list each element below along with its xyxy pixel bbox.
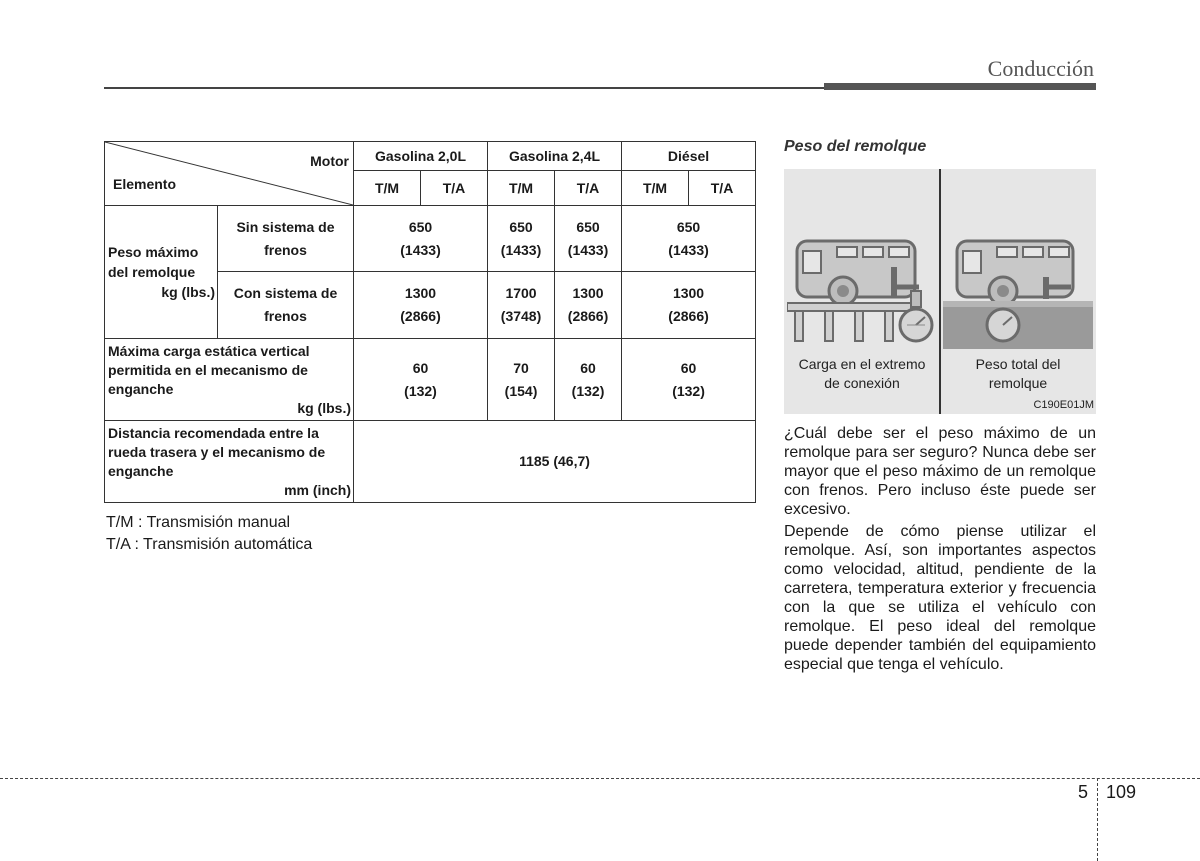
transmission-header: T/A (689, 171, 756, 206)
transmission-header: T/M (622, 171, 689, 206)
left-caption-line: de conexión (824, 375, 900, 391)
with-brakes-label-line: frenos (264, 308, 307, 324)
cell-value-lbs: (132) (672, 382, 705, 399)
cell-value-kg: 70 (513, 359, 529, 376)
cell-value-kg: 60 (680, 359, 697, 376)
cell-value-kg: 650 (509, 218, 533, 235)
max-weight-label-line: Peso máximo (108, 244, 199, 260)
distance-unit: mm (inch) (284, 481, 351, 498)
without-brakes-label-line: frenos (264, 241, 307, 258)
cell-value-lbs: (132) (404, 382, 437, 399)
cell-value-kg: 650 (408, 218, 433, 235)
transmission-header: T/A (555, 171, 622, 206)
with-brakes-label (218, 272, 354, 339)
static-load-label-line: enganche (108, 380, 174, 397)
distance-label (105, 421, 354, 503)
figure-title: Peso del remolque (784, 138, 927, 155)
legend-item: T/A : Transmisión automática (106, 536, 313, 553)
cell-value-lbs: (1433) (567, 241, 609, 258)
cell-value-lbs: (2866) (668, 308, 709, 324)
header-rule (104, 87, 824, 89)
legend-item: T/M : Transmisión manual (106, 514, 291, 531)
cell-value-lbs: (3748) (500, 308, 542, 324)
footer-rule (0, 778, 1200, 779)
left-caption-line: Carga en el extremo (798, 356, 926, 372)
chapter-number: 5 (1078, 782, 1089, 802)
towing-spec-table (104, 141, 756, 503)
cell-value-lbs: (2866) (567, 308, 609, 324)
max-weight-unit: kg (lbs.) (161, 284, 215, 300)
cell-value-lbs: (1433) (668, 241, 709, 258)
left-caption (784, 355, 940, 393)
table-cell (555, 206, 622, 272)
distance-label-line: enganche (108, 462, 174, 479)
figure-code: C190E01JM (1033, 399, 1094, 411)
table-cell (488, 206, 555, 272)
table-cell (488, 272, 555, 339)
table-cell (354, 206, 488, 272)
static-load-label-line: Máxima carga estática vertical (108, 342, 310, 359)
right-caption-line: remolque (988, 375, 1048, 391)
table-cell (622, 206, 756, 272)
distance-label-line: Distancia recomendada entre la (108, 424, 319, 441)
cell-value-kg: 60 (580, 359, 596, 376)
motor-header: Motor (310, 153, 349, 169)
transmission-legend (106, 512, 312, 556)
cell-value-kg: 650 (676, 218, 701, 235)
engine-header-diesel: Diésel (622, 142, 756, 171)
max-weight-label (105, 206, 218, 339)
engine-header-gasoline-24: Gasolina 2,4L (488, 142, 622, 171)
cell-value-lbs: (1433) (400, 241, 441, 258)
page-number: 109 (1106, 782, 1137, 802)
cell-value-lbs: (2866) (400, 308, 441, 324)
table-cell (555, 272, 622, 339)
paragraph: Depende de cómo piense utilizar el remolque. Así, son importantes aspectos como velocidad, altitud, pendiente de la carretera, temperatura exterior y frecuencia con la que se utiliza el vehículo con remolque. El peso ideal del remolque puede depender también del equipamiento especial que tenga el vehículo. (784, 523, 1096, 673)
cell-value-kg: 1700 (505, 285, 537, 301)
without-brakes-label-line: Sin sistema de (236, 218, 335, 235)
section-title: Conducción (987, 56, 1094, 81)
total-weight-illustration (943, 229, 1093, 349)
without-brakes-label (218, 206, 354, 272)
max-weight-label-line: del remolque (108, 264, 196, 280)
distance-value: 1185 (46,7) (354, 421, 756, 503)
cell-value-kg: 1300 (572, 285, 604, 301)
trailer-weight-figure (784, 169, 1096, 414)
right-caption (940, 355, 1096, 393)
paragraph: ¿Cuál debe ser el peso máximo de un remolque para ser seguro? Nunca debe ser mayor que el peso máximo de un remolque con frenos. Pero incluso éste puede ser excesivo. (784, 425, 1096, 518)
header-rule-accent (824, 83, 1096, 90)
table-cell (622, 272, 756, 339)
footer-divider (1097, 778, 1098, 861)
engine-header-gasoline-20: Gasolina 2,0L (354, 142, 488, 171)
table-cell (622, 339, 756, 421)
tongue-load-illustration (787, 229, 937, 349)
static-load-label-line: permitida en el mecanismo de (108, 361, 308, 378)
table-cell (488, 339, 555, 421)
transmission-header: T/A (421, 171, 488, 206)
table-cell (354, 272, 488, 339)
table-cell (555, 339, 622, 421)
cell-value-lbs: (154) (504, 382, 538, 399)
transmission-header: T/M (354, 171, 421, 206)
header-corner-cell (105, 142, 354, 206)
body-text (784, 424, 1096, 677)
right-caption-line: Peso total del (975, 356, 1061, 372)
distance-label-line: rueda trasera y el mecanismo de (108, 443, 326, 460)
cell-value-kg: 650 (576, 218, 600, 235)
cell-value-kg: 60 (412, 359, 429, 376)
cell-value-kg: 1300 (672, 285, 705, 301)
element-header: Elemento (113, 176, 177, 192)
with-brakes-label-line: Con sistema de (233, 285, 338, 301)
static-load-unit: kg (lbs.) (297, 399, 351, 416)
cell-value-lbs: (1433) (500, 241, 542, 258)
table-cell (354, 339, 488, 421)
static-load-label (105, 339, 354, 421)
transmission-header: T/M (488, 171, 555, 206)
cell-value-kg: 1300 (404, 285, 437, 301)
cell-value-lbs: (132) (571, 382, 605, 399)
